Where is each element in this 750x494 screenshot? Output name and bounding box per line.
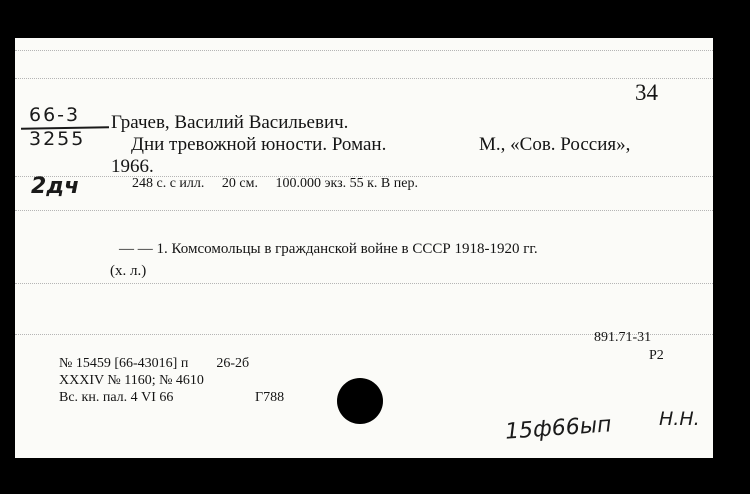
footer-line-2: XXXIV № 1160; № 4610: [59, 373, 204, 388]
punch-hole: [337, 378, 383, 424]
card-number: 34: [635, 80, 658, 105]
footer-line-1: № 15459 [66-43016] п 26-2б: [59, 356, 250, 371]
handwritten-bottom-scrawl: 15ф66ып: [504, 412, 613, 445]
author-mark: Р2: [649, 348, 664, 363]
call-number-bottom: 3255: [29, 128, 86, 150]
handwritten-margin-mark: 2дч: [31, 174, 80, 199]
book-title: Дни тревожной юности. Роман.: [131, 134, 387, 155]
author-heading: Грачев, Василий Васильевич.: [111, 112, 349, 133]
ruled-dotted-line: [15, 283, 713, 284]
call-number-top: 66-3: [29, 104, 81, 126]
physical-description: 248 с. с илл. 20 см. 100.000 экз. 55 к. В пер.: [132, 176, 418, 191]
handwritten-initials: Н.Н.: [659, 408, 700, 430]
publisher: М., «Сов. Россия»,: [479, 134, 631, 155]
catalog-card: [15, 38, 713, 458]
ruled-dotted-line: [15, 210, 713, 211]
ruled-dotted-line: [15, 78, 713, 79]
footer-line-3: Вс. кн. пал. 4 VI 66: [59, 390, 174, 405]
subject-heading: — — 1. Комсомольцы в гражданской войне в СССР 1918-1920 гг.: [119, 241, 538, 257]
publication-year: 1966.: [111, 156, 154, 177]
subject-heading-note: (х. л.): [110, 263, 147, 279]
ruled-dotted-line: [15, 50, 713, 51]
classification-number: 891.71-31: [594, 330, 652, 345]
footer-line-3-code: Г788: [255, 390, 285, 405]
